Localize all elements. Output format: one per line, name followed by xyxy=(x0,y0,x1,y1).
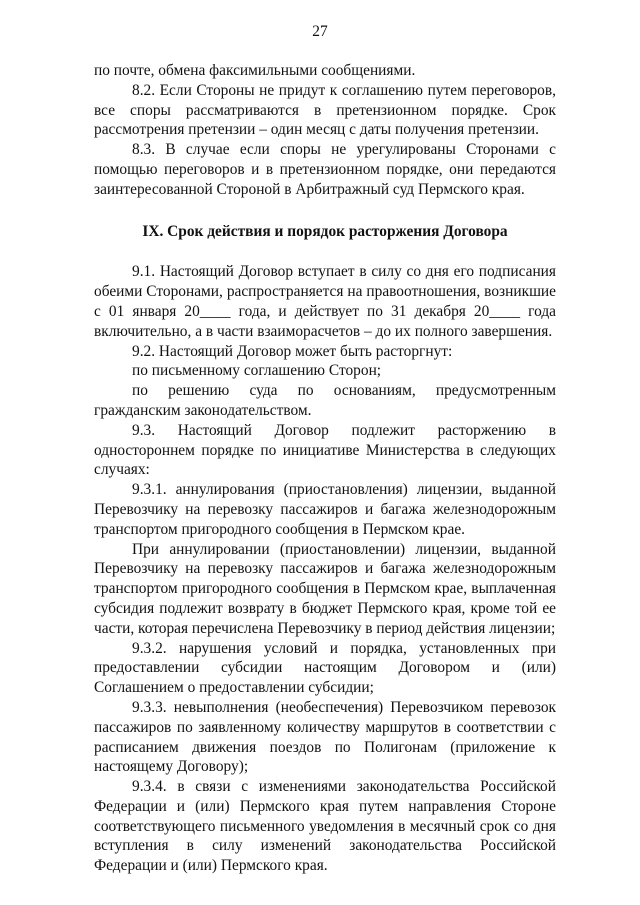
paragraph-9-2-item-agreement: по письменному соглашению Сторон; xyxy=(132,362,382,380)
section-heading-ix: IX. Срок действия и порядок расторжения Договора xyxy=(142,222,508,240)
paragraph-9-3-2: 9.3.2. нарушения условий и порядка, установленных при предоставлении субсидии настоящим Договором и (или) Соглашением о предоставлении субсидии; xyxy=(94,639,556,697)
paragraph-8-3: 8.3. В случае если споры не урегулированы Сторонами с помощью переговоров и в претензионном порядке, они передаются заинтересованной Стороной в Арбитражный суд Пермского края. xyxy=(94,141,556,198)
paragraph-9-2: 9.2. Настоящий Договор может быть расторгнут: xyxy=(132,342,453,360)
paragraph-8-1-continuation: по почте, обмена факсимильными сообщениями. xyxy=(94,62,416,79)
paragraph-9-2-item-court: по решению суда по основаниям, предусмотренным гражданским законодательством. xyxy=(94,382,556,419)
paragraph-8-2: 8.2. Если Стороны не придут к соглашению путем переговоров, все споры рассматриваются в претензионном порядке. Срок рассмотрения претензии – один месяц с даты получения претензии. xyxy=(94,81,556,139)
paragraph-9-3-1: 9.3.1. аннулирования (приостановления) лицензии, выданной Перевозчику на перевозку пассажиров и багажа железнодорожным транспортом пригородного сообщения в Пермском крае. xyxy=(94,481,556,538)
paragraph-9-3-4: 9.3.4. в связи с изменениями законодательства Российской Федерации и (или) Пермского края путем направления Стороне соответствующего письменного уведомления в месячный срок со дня вступления в силу изменений законодательства Российской Федерации и (или) Пермского края. xyxy=(94,778,556,875)
page-number: 27 xyxy=(312,23,328,40)
document-body xyxy=(94,61,556,876)
paragraph-9-1: 9.1. Настоящий Договор вступает в силу со дня его подписания обеими Сторонами, распространяется на правоотношения, возникшие с 01 января 20____ года, и действует по 31 декабря 20____ года включительно, а в части взаиморасчетов – до их полного завершения. xyxy=(94,263,556,340)
paragraph-9-3: 9.3. Настоящий Договор подлежит расторжению в одностороннем порядке по инициативе Министерства в следующих случаях: xyxy=(94,421,556,479)
paragraph-9-3-1-note: При аннулировании (приостановлении) лицензии, выданной Перевозчику на перевозку пассажиров и багажа железнодорожным транспортом пригородного сообщения в Пермском крае, выплаченная субсидия подлежит возврату в бюджет Пермского края, кроме той ее части, которая перечислена Перевозчику в период действия лицензии; xyxy=(94,540,556,637)
paragraph-9-3-3: 9.3.3. невыполнения (необеспечения) Перевозчиком перевозок пассажиров по заявленному количеству маршрутов в соответствии с расписанием движения поездов по Полигонам (приложение к настоящему Договору); xyxy=(94,698,556,776)
